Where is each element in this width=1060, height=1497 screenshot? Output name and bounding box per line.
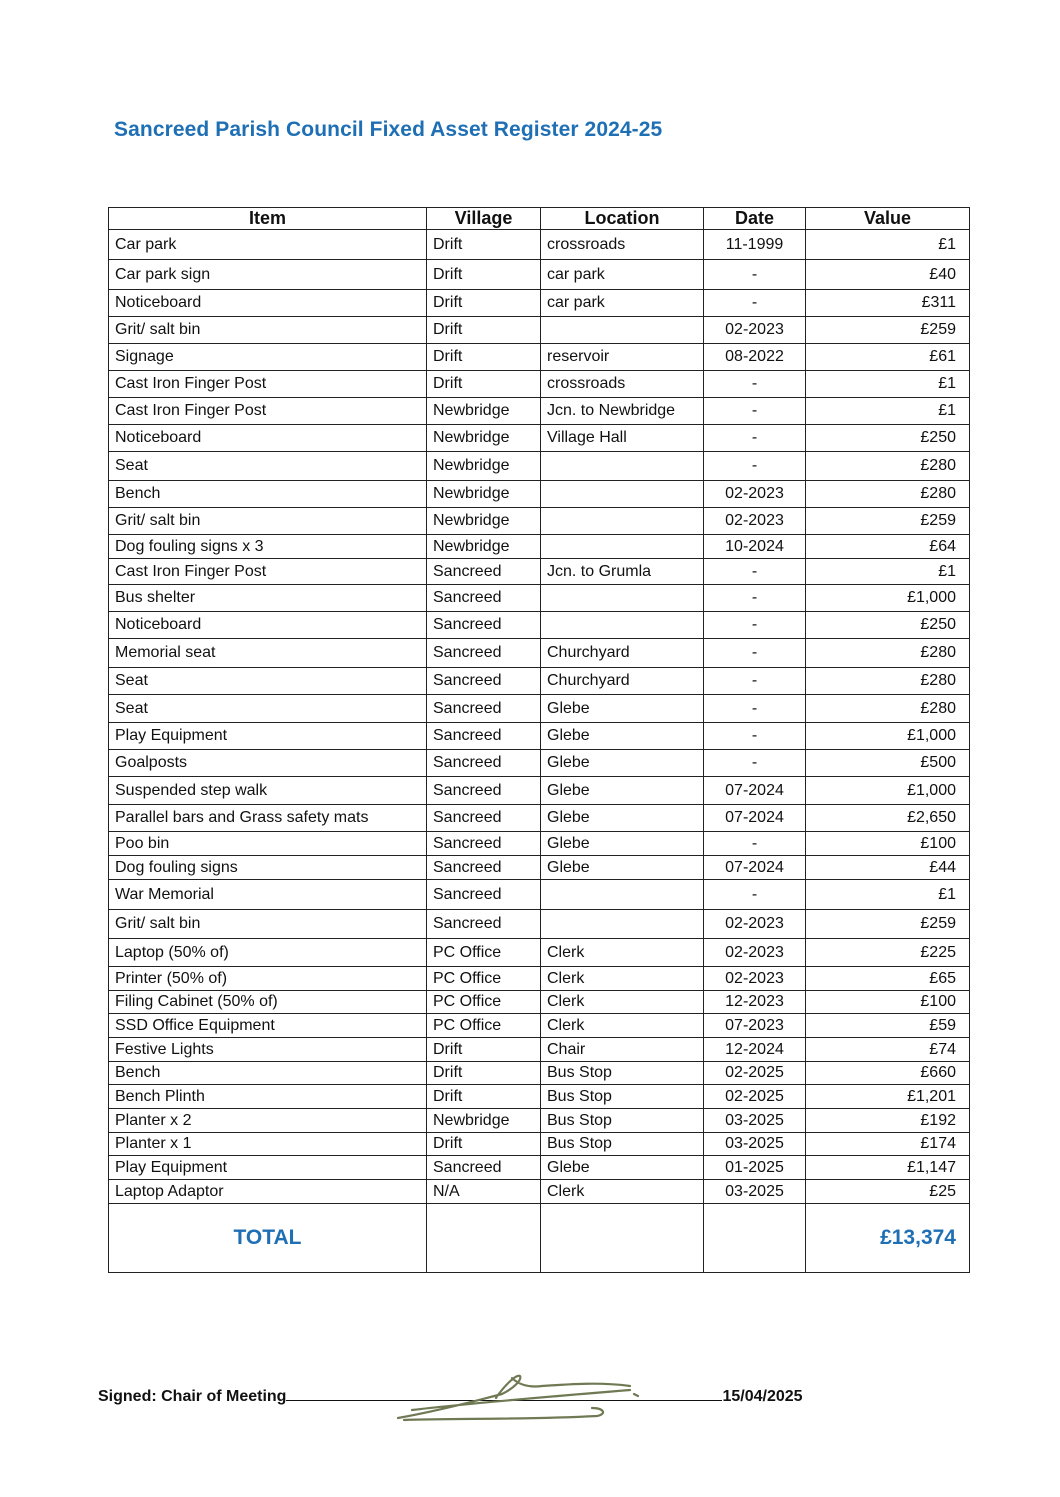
- cell-location: Jcn. to Newbridge: [541, 398, 704, 425]
- table-row: [109, 425, 970, 452]
- cell-item: Bench Plinth: [109, 1085, 427, 1109]
- cell-date: 03-2025: [704, 1133, 806, 1156]
- cell-value: £1,201: [806, 1085, 970, 1109]
- cell-value: £100: [806, 991, 970, 1014]
- cell-date: 02-2023: [704, 910, 806, 939]
- table-header-row: [109, 208, 970, 230]
- cell-value: £100: [806, 832, 970, 856]
- cell-village: Newbridge: [427, 452, 541, 481]
- cell-value: £280: [806, 481, 970, 508]
- cell-village: Sancreed: [427, 695, 541, 723]
- cell-location: Churchyard: [541, 639, 704, 668]
- cell-value: £225: [806, 939, 970, 967]
- cell-village: Drift: [427, 1133, 541, 1156]
- cell-item: Planter x 2: [109, 1109, 427, 1133]
- cell-item: Bench: [109, 481, 427, 508]
- cell-location: [541, 452, 704, 481]
- cell-location: Clerk: [541, 967, 704, 991]
- cell-value: £280: [806, 639, 970, 668]
- cell-village: Drift: [427, 317, 541, 344]
- cell-value: £500: [806, 750, 970, 777]
- cell-date: 02-2023: [704, 481, 806, 508]
- cell-value: £1,147: [806, 1156, 970, 1180]
- total-empty-cell: [541, 1204, 704, 1273]
- cell-village: Sancreed: [427, 750, 541, 777]
- table-row: [109, 1109, 970, 1133]
- cell-item: Cast Iron Finger Post: [109, 559, 427, 585]
- cell-location: Clerk: [541, 1014, 704, 1038]
- cell-item: Noticeboard: [109, 612, 427, 639]
- table-row: [109, 1133, 970, 1156]
- cell-location: Glebe: [541, 832, 704, 856]
- cell-value: £1,000: [806, 777, 970, 805]
- cell-location: crossroads: [541, 371, 704, 398]
- cell-date: 01-2025: [704, 1156, 806, 1180]
- table-row: [109, 639, 970, 668]
- table-row: [109, 1062, 970, 1085]
- handwritten-signature: [392, 1368, 652, 1428]
- cell-date: -: [704, 695, 806, 723]
- cell-location: Glebe: [541, 1156, 704, 1180]
- table-row: [109, 452, 970, 481]
- cell-item: Goalposts: [109, 750, 427, 777]
- cell-date: 03-2025: [704, 1109, 806, 1133]
- cell-location: car park: [541, 260, 704, 290]
- cell-location: [541, 481, 704, 508]
- table-body: [109, 230, 970, 1204]
- cell-value: £280: [806, 695, 970, 723]
- cell-village: Newbridge: [427, 1109, 541, 1133]
- cell-item: Bus shelter: [109, 585, 427, 612]
- cell-village: Drift: [427, 371, 541, 398]
- cell-village: Sancreed: [427, 1156, 541, 1180]
- table-row: [109, 939, 970, 967]
- cell-item: Suspended step walk: [109, 777, 427, 805]
- cell-date: -: [704, 639, 806, 668]
- cell-date: 07-2024: [704, 777, 806, 805]
- cell-village: Sancreed: [427, 559, 541, 585]
- table-row: [109, 668, 970, 695]
- cell-village: Newbridge: [427, 508, 541, 535]
- cell-value: £2,650: [806, 805, 970, 832]
- table-row: [109, 260, 970, 290]
- header-date: Date: [704, 208, 806, 230]
- cell-value: £660: [806, 1062, 970, 1085]
- table-row: [109, 1038, 970, 1062]
- signature-date: 15/04/2025: [722, 1388, 803, 1405]
- cell-village: Drift: [427, 260, 541, 290]
- signature-label: Signed: Chair of Meeting: [98, 1388, 287, 1405]
- cell-location: [541, 535, 704, 559]
- cell-date: -: [704, 585, 806, 612]
- cell-item: Parallel bars and Grass safety mats: [109, 805, 427, 832]
- cell-item: Poo bin: [109, 832, 427, 856]
- cell-value: £1,000: [806, 585, 970, 612]
- table-row: [109, 723, 970, 750]
- cell-location: Glebe: [541, 805, 704, 832]
- cell-value: £40: [806, 260, 970, 290]
- cell-village: Sancreed: [427, 639, 541, 668]
- cell-item: SSD Office Equipment: [109, 1014, 427, 1038]
- table-row: [109, 371, 970, 398]
- cell-village: Drift: [427, 1062, 541, 1085]
- cell-value: £259: [806, 910, 970, 939]
- cell-date: -: [704, 559, 806, 585]
- cell-village: Sancreed: [427, 723, 541, 750]
- cell-village: Sancreed: [427, 910, 541, 939]
- table-row: [109, 612, 970, 639]
- cell-date: -: [704, 750, 806, 777]
- cell-item: Printer (50% of): [109, 967, 427, 991]
- cell-item: Bench: [109, 1062, 427, 1085]
- cell-item: Festive Lights: [109, 1038, 427, 1062]
- cell-item: Dog fouling signs: [109, 856, 427, 880]
- cell-location: crossroads: [541, 230, 704, 260]
- cell-village: Drift: [427, 1038, 541, 1062]
- cell-location: Village Hall: [541, 425, 704, 452]
- cell-date: -: [704, 612, 806, 639]
- cell-value: £311: [806, 290, 970, 317]
- table-row: [109, 805, 970, 832]
- table-row: [109, 559, 970, 585]
- cell-date: 02-2023: [704, 508, 806, 535]
- cell-village: Newbridge: [427, 535, 541, 559]
- cell-value: £1: [806, 880, 970, 910]
- cell-date: 02-2025: [704, 1062, 806, 1085]
- total-empty-cell: [427, 1204, 541, 1273]
- cell-value: £65: [806, 967, 970, 991]
- cell-location: car park: [541, 290, 704, 317]
- cell-item: Dog fouling signs x 3: [109, 535, 427, 559]
- cell-value: £280: [806, 668, 970, 695]
- cell-date: -: [704, 260, 806, 290]
- cell-location: Glebe: [541, 856, 704, 880]
- cell-village: Sancreed: [427, 880, 541, 910]
- cell-date: -: [704, 668, 806, 695]
- cell-date: -: [704, 371, 806, 398]
- cell-location: Glebe: [541, 777, 704, 805]
- cell-village: Sancreed: [427, 777, 541, 805]
- table-row: [109, 910, 970, 939]
- cell-date: 12-2024: [704, 1038, 806, 1062]
- table-row: [109, 344, 970, 371]
- cell-value: £1,000: [806, 723, 970, 750]
- cell-village: Sancreed: [427, 805, 541, 832]
- cell-date: 03-2025: [704, 1180, 806, 1204]
- total-label: TOTAL: [109, 1204, 427, 1273]
- cell-location: [541, 910, 704, 939]
- table-row: [109, 290, 970, 317]
- cell-date: 07-2024: [704, 856, 806, 880]
- cell-value: £44: [806, 856, 970, 880]
- header-value: Value: [806, 208, 970, 230]
- cell-village: Drift: [427, 230, 541, 260]
- cell-value: £259: [806, 317, 970, 344]
- table-row: [109, 1085, 970, 1109]
- cell-village: Drift: [427, 344, 541, 371]
- cell-village: Sancreed: [427, 832, 541, 856]
- cell-date: 02-2023: [704, 967, 806, 991]
- table-row: [109, 750, 970, 777]
- cell-date: 12-2023: [704, 991, 806, 1014]
- table-row: [109, 535, 970, 559]
- header-location: Location: [541, 208, 704, 230]
- cell-village: Sancreed: [427, 612, 541, 639]
- table-row: [109, 230, 970, 260]
- table-row: [109, 991, 970, 1014]
- cell-village: PC Office: [427, 1014, 541, 1038]
- table-row: [109, 317, 970, 344]
- cell-item: Play Equipment: [109, 1156, 427, 1180]
- header-item: Item: [109, 208, 427, 230]
- table-row: [109, 585, 970, 612]
- cell-location: Clerk: [541, 991, 704, 1014]
- cell-value: £174: [806, 1133, 970, 1156]
- cell-location: Bus Stop: [541, 1062, 704, 1085]
- cell-value: £25: [806, 1180, 970, 1204]
- cell-date: 08-2022: [704, 344, 806, 371]
- cell-value: £259: [806, 508, 970, 535]
- table-row: [109, 1014, 970, 1038]
- page-title: Sancreed Parish Council Fixed Asset Register 2024-25: [114, 118, 663, 141]
- cell-location: reservoir: [541, 344, 704, 371]
- cell-village: Drift: [427, 1085, 541, 1109]
- cell-value: £59: [806, 1014, 970, 1038]
- cell-item: Cast Iron Finger Post: [109, 371, 427, 398]
- cell-item: Grit/ salt bin: [109, 910, 427, 939]
- cell-item: Play Equipment: [109, 723, 427, 750]
- table-row: [109, 1180, 970, 1204]
- total-row: [109, 1204, 970, 1273]
- table-row: [109, 481, 970, 508]
- cell-location: [541, 508, 704, 535]
- cell-value: £1: [806, 559, 970, 585]
- cell-date: 10-2024: [704, 535, 806, 559]
- cell-value: £1: [806, 398, 970, 425]
- table-row: [109, 508, 970, 535]
- cell-date: -: [704, 290, 806, 317]
- cell-village: PC Office: [427, 939, 541, 967]
- cell-item: Noticeboard: [109, 290, 427, 317]
- cell-date: -: [704, 723, 806, 750]
- cell-item: Seat: [109, 452, 427, 481]
- cell-location: Glebe: [541, 750, 704, 777]
- cell-location: Clerk: [541, 1180, 704, 1204]
- table-row: [109, 967, 970, 991]
- cell-value: £1: [806, 230, 970, 260]
- cell-village: PC Office: [427, 967, 541, 991]
- total-empty-cell: [704, 1204, 806, 1273]
- cell-item: Laptop (50% of): [109, 939, 427, 967]
- cell-item: Filing Cabinet (50% of): [109, 991, 427, 1014]
- total-value: £13,374: [806, 1204, 970, 1273]
- cell-value: £74: [806, 1038, 970, 1062]
- cell-village: Newbridge: [427, 425, 541, 452]
- cell-date: 07-2023: [704, 1014, 806, 1038]
- cell-item: Noticeboard: [109, 425, 427, 452]
- cell-item: War Memorial: [109, 880, 427, 910]
- cell-location: [541, 612, 704, 639]
- asset-register-table: [108, 207, 970, 1273]
- cell-village: PC Office: [427, 991, 541, 1014]
- cell-value: £250: [806, 612, 970, 639]
- table-row: [109, 880, 970, 910]
- cell-value: £280: [806, 452, 970, 481]
- cell-village: Sancreed: [427, 585, 541, 612]
- cell-item: Planter x 1: [109, 1133, 427, 1156]
- cell-value: £61: [806, 344, 970, 371]
- cell-date: -: [704, 425, 806, 452]
- cell-location: Churchyard: [541, 668, 704, 695]
- cell-item: Seat: [109, 695, 427, 723]
- header-village: Village: [427, 208, 541, 230]
- cell-location: Bus Stop: [541, 1133, 704, 1156]
- table-row: [109, 777, 970, 805]
- cell-date: -: [704, 398, 806, 425]
- cell-date: 11-1999: [704, 230, 806, 260]
- cell-date: -: [704, 452, 806, 481]
- table-row: [109, 695, 970, 723]
- cell-value: £192: [806, 1109, 970, 1133]
- cell-item: Grit/ salt bin: [109, 317, 427, 344]
- cell-date: 07-2024: [704, 805, 806, 832]
- cell-date: -: [704, 832, 806, 856]
- cell-location: [541, 585, 704, 612]
- cell-location: [541, 317, 704, 344]
- cell-value: £250: [806, 425, 970, 452]
- cell-village: Drift: [427, 290, 541, 317]
- cell-village: Newbridge: [427, 398, 541, 425]
- cell-value: £64: [806, 535, 970, 559]
- cell-date: 02-2023: [704, 317, 806, 344]
- cell-village: Sancreed: [427, 668, 541, 695]
- cell-location: Bus Stop: [541, 1109, 704, 1133]
- cell-value: £1: [806, 371, 970, 398]
- cell-item: Cast Iron Finger Post: [109, 398, 427, 425]
- cell-location: Glebe: [541, 723, 704, 750]
- cell-item: Laptop Adaptor: [109, 1180, 427, 1204]
- cell-item: Memorial seat: [109, 639, 427, 668]
- cell-location: Clerk: [541, 939, 704, 967]
- cell-location: Glebe: [541, 695, 704, 723]
- cell-location: Chair: [541, 1038, 704, 1062]
- cell-item: Car park: [109, 230, 427, 260]
- table-row: [109, 1156, 970, 1180]
- cell-location: Bus Stop: [541, 1085, 704, 1109]
- cell-item: Grit/ salt bin: [109, 508, 427, 535]
- cell-date: -: [704, 880, 806, 910]
- cell-location: [541, 880, 704, 910]
- table-row: [109, 398, 970, 425]
- cell-item: Car park sign: [109, 260, 427, 290]
- cell-date: 02-2025: [704, 1085, 806, 1109]
- table-row: [109, 856, 970, 880]
- cell-village: N/A: [427, 1180, 541, 1204]
- table-row: [109, 832, 970, 856]
- cell-date: 02-2023: [704, 939, 806, 967]
- cell-location: Jcn. to Grumla: [541, 559, 704, 585]
- cell-village: Newbridge: [427, 481, 541, 508]
- cell-item: Seat: [109, 668, 427, 695]
- cell-village: Sancreed: [427, 856, 541, 880]
- cell-item: Signage: [109, 344, 427, 371]
